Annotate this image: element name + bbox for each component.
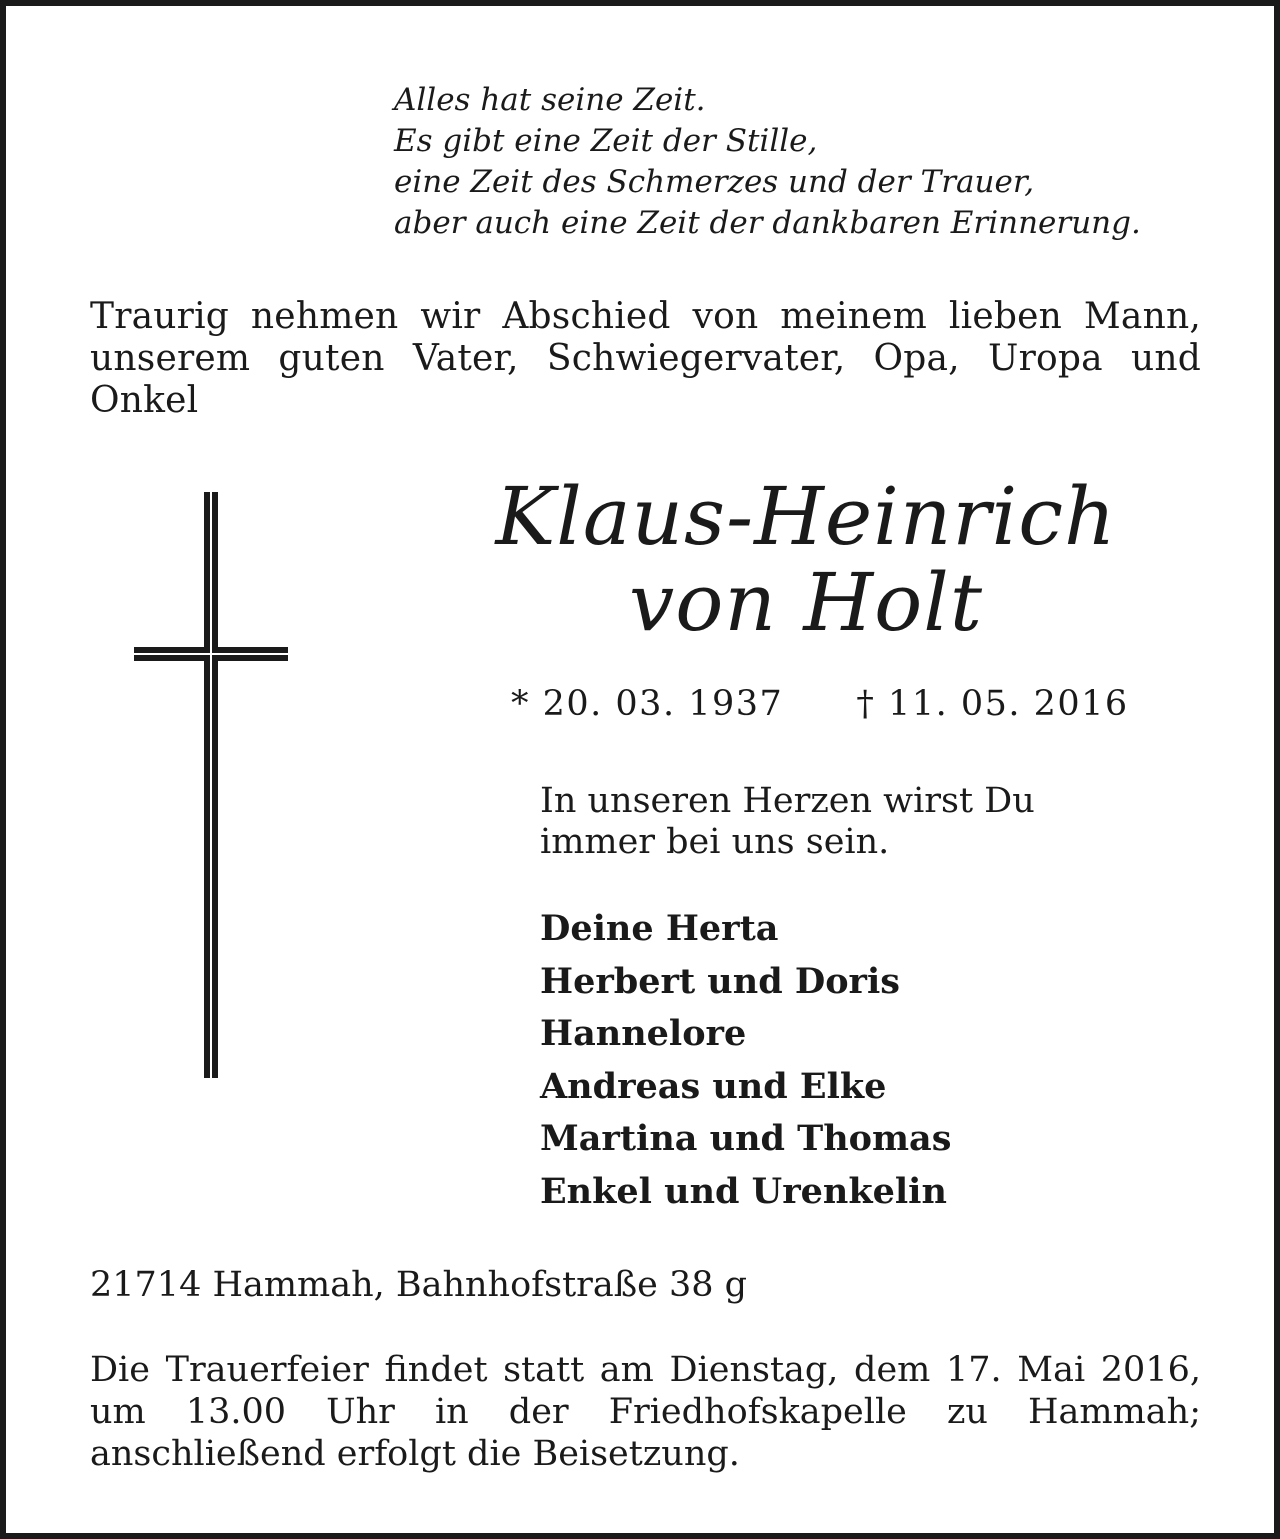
poem-line: Alles hat seine Zeit. <box>394 82 706 118</box>
name-line-first: Klaus-Heinrich <box>495 470 1117 563</box>
poem <box>394 80 1141 244</box>
life-dates <box>511 684 1129 724</box>
memorial-line: In unseren Herzen wirst Du <box>540 781 1035 821</box>
memorial-line: immer bei uns sein. <box>540 822 890 862</box>
mourner-name: Andreas und Elke <box>540 1065 887 1107</box>
death-date: † 11. 05. 2016 <box>856 684 1129 724</box>
memorial-verse <box>540 781 1035 863</box>
mourner-name: Hannelore <box>540 1013 747 1055</box>
mourner-name: Herbert und Doris <box>540 960 900 1002</box>
funeral-service-info: Die Trauerfeier findet statt am Dienstag, dem 17. Mai 2016, um 13.00 Uhr in der Friedhofskapelle zu Hammah; anschließend erfolgt die Beisetzung. <box>90 1350 1201 1474</box>
mourners-list <box>540 903 951 1219</box>
poem-line: Es gibt eine Zeit der Stille, <box>394 123 818 159</box>
mourner-name: Deine Herta <box>540 908 779 949</box>
name-line-last: von Holt <box>629 556 983 649</box>
poem-line: eine Zeit des Schmerzes und der Trauer, <box>394 164 1035 200</box>
address: 21714 Hammah, Bahnhofstraße 38 g <box>90 1265 748 1305</box>
mourner-name: Enkel und Urenkelin <box>540 1170 947 1212</box>
intro-text: Traurig nehmen wir Abschied von meinem lieben Mann, unserem guten Vater, Schwiegervater, Opa, Uropa und Onkel <box>90 296 1201 421</box>
cross-icon <box>134 492 288 1078</box>
mourner-name: Martina und Thomas <box>540 1118 952 1160</box>
poem-line: aber auch eine Zeit der dankbaren Erinnerung. <box>394 205 1141 241</box>
birth-date: * 20. 03. 1937 <box>511 684 784 724</box>
deceased-name <box>426 470 1186 649</box>
